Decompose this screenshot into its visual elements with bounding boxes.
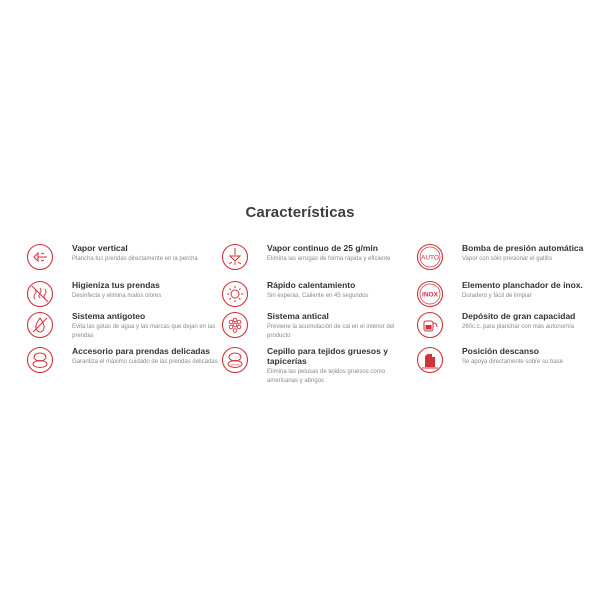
feature-description: 260c.c. para planchar con más autonomía [462,324,575,330]
feature-description: Previene la acumulación de cal en el interior del producto [267,324,395,339]
delicate-accessory-icon [26,346,54,374]
vertical-steam-icon [26,243,54,271]
feature-description: Evita las gotas de agua y las marcas que dejan en las prendas [72,324,216,339]
fast-heat-icon [221,280,249,308]
brush-icon [221,346,249,374]
inox-icon-label: INOX [422,291,438,299]
feature-title: Cepillo para tejidos gruesos y tapicerías [267,346,388,366]
feature-title: Rápido calentamiento [267,280,356,290]
anti-calc-icon [221,311,249,339]
feature-title: Vapor vertical [72,243,128,253]
feature-title: Depósito de gran capacidad [462,311,576,321]
feature-title: Bomba de presión automática [462,243,584,253]
feature-title: Higieniza tus prendas [72,280,160,290]
feature-description: Duradero y fácil de limpiar [462,293,532,299]
inox-plate-icon [416,280,444,308]
tank-capacity-icon [416,311,444,339]
feature-title: Posición descanso [462,346,539,356]
feature-description: Elimina las pelusas de tejidos gruesos como americanas y abrigos [267,369,386,384]
feature-description: Se apoya directamente sobre su base [462,359,564,365]
feature-description: Sin esperas. Caliente en 45 segundos [267,293,369,299]
feature-title: Vapor continuo de 25 g/min [267,243,378,253]
feature-description: Garantiza el máximo cuidado de las prendas delicadas [72,359,218,365]
anti-drip-icon [26,311,54,339]
auto-icon-label: AUTO [421,254,439,262]
feature-title: Sistema antigoteo [72,311,146,321]
feature-description: Elimina las arrugas de forma rápida y eficiente [267,256,391,262]
feature-description: Vapor con sólo presionar el gatillo [462,256,552,262]
sanitize-icon [26,280,54,308]
auto-pump-icon [416,243,444,271]
rest-position-icon [416,346,444,374]
feature-description: Plancha tus prendas directamente en la percha [72,256,198,262]
feature-title: Elemento planchador de inox. [462,280,583,290]
continuous-steam-icon [221,243,249,271]
page-title: Características [245,204,355,221]
feature-description: Desinfecta y elimina malos olores [72,293,162,299]
feature-title: Sistema antical [267,311,329,321]
feature-title: Accesorio para prendas delicadas [72,346,210,356]
